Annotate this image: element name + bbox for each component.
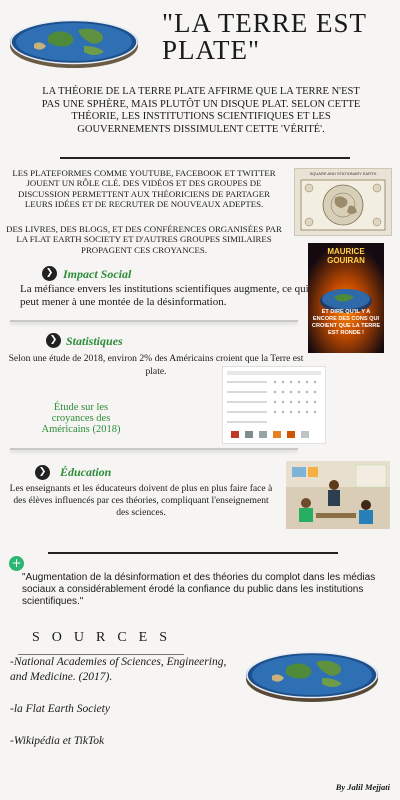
source-item: -Wikipédia et TikTok	[10, 735, 105, 747]
author-signature: By Jalil Mejjati	[335, 782, 390, 792]
classroom-photo	[286, 461, 390, 529]
impact-text: La méfiance envers les institutions scientifiques augmente, ce qui peut mener à une montée de la désinformation.	[20, 283, 309, 308]
platforms-paragraph: LES PLATEFORMES COMME YOUTUBE, FACEBOOK ET TWITTER JOUENT UN RÔLE CLÉ. DES VIDÉOS ET DES GROUPES DE DISCUSSION PERMETTENT AUX THÉORICIENS DE PARTAGER LEURS IDÉES ET DE RECRUTER DE NOUVEAUX ADEPTES.	[12, 168, 276, 210]
map-title: SQUARE AND STATIONARY EARTH	[309, 171, 377, 176]
impact-heading: Impact Social	[63, 267, 132, 281]
chevron-right-icon: ❯	[46, 333, 61, 348]
chevron-right-icon: ❯	[42, 266, 57, 281]
flat-earth-disc-image	[8, 18, 140, 70]
chevron-right-icon: ❯	[35, 465, 50, 480]
divider	[60, 157, 350, 159]
source-item: -National Academies of Sciences, Engineering, and Medicine. (2017).	[10, 656, 227, 683]
divider	[10, 448, 298, 450]
poster-author: MAURICE GOUIRAN	[327, 247, 365, 265]
intro-paragraph: LA THÉORIE DE LA TERRE PLATE AFFIRME QUE LA TERRE N'EST PAS UNE SPHÈRE, MAIS PLUTÔT UN DISQUE PLAT. SELON CETTE THÉORIE, LES INSTITUTIONS SCIENTIFIQUES ET LES GOUVERNEMENTS DISSIMULENT CETTE 'VÉRITÉ'.	[41, 86, 361, 135]
poster-caption: ET DIRE QU'IL Y A ENCORE DES CONS QUI CROIENT QUE LA TERRE EST RONDE !	[311, 309, 381, 336]
square-earth-map-image	[294, 168, 392, 236]
survey-table-image	[222, 366, 326, 444]
divider	[48, 552, 338, 554]
book-cover-image	[308, 243, 384, 353]
stats-text: Selon une étude de 2018, environ 2% des Américains croient que la Terre est plate.	[8, 353, 304, 377]
books-paragraph: DES LIVRES, DES BLOGS, ET DES CONFÉRENCES ORGANISÉES PAR LA FLAT EARTH SOCIETY ET D'AUTRES GROUPES SIMILAIRES PROPAGENT CES CROYANCES.	[6, 224, 282, 255]
page-title: "LA TERRE EST PLATE"	[162, 8, 367, 65]
education-text: Les enseignants et les éducateurs doivent de plus en plus faire face à des élèves influencés par ces théories, compliquant l'enseignement des sciences.	[9, 483, 273, 518]
stats-heading: Statistiques	[66, 334, 123, 348]
study-caption: Étude sur les croyances des Américains (2018)	[41, 402, 121, 435]
flat-earth-disc-image	[244, 648, 380, 704]
sources-heading: SOURCES	[32, 630, 180, 645]
quote-text: "Augmentation de la désinformation et des théories du complot dans les médias sociaux a considérablement érodé la confiance du public dans les institutions scientifiques."	[22, 572, 376, 607]
source-item: -la Flat Earth Society	[10, 703, 110, 715]
divider	[10, 320, 298, 322]
education-heading: Éducation	[60, 465, 112, 479]
plus-icon: +	[9, 556, 24, 571]
